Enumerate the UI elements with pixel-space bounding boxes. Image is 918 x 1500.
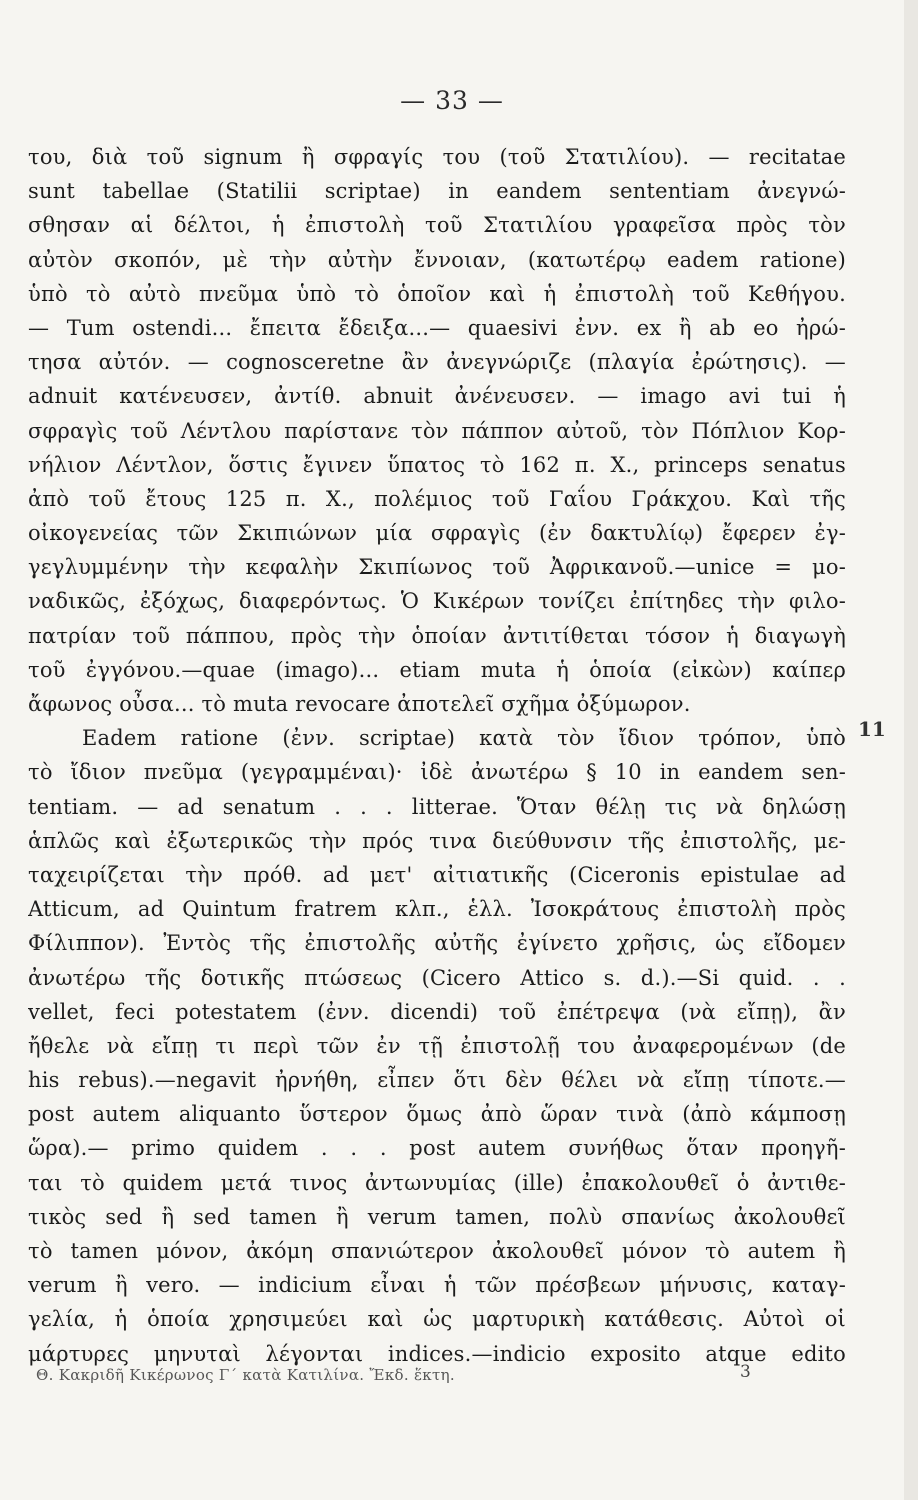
text-line: ται τὸ quidem μετά τινος ἀντωνυμίας (ille) ἐπακολουθεῖ ὁ ἀντιθε-	[28, 1170, 846, 1195]
footer-imprint: Θ. Κακριδῆ Κικέρωνος Γ´ κατὰ Κατιλίνα. Ἔκδ. ἕκτη.	[36, 1366, 455, 1384]
text-line: Φίλιππον). Ἐντὸς τῆς ἐπιστολῆς αὐτῆς ἐγίνετο χρῆσις, ὡς εἴδομεν	[28, 931, 846, 956]
signature-mark: 3	[740, 1362, 751, 1382]
text-line: ὥρα).— primo quidem . . . post autem συνήθως ὅταν προηγῆ-	[28, 1136, 846, 1161]
text-line: adnuit κατένευσεν, ἀντίθ. abnuit ἀνένευσεν. — imago avi tui ἡ	[28, 384, 846, 409]
margin-note: 11	[858, 717, 886, 741]
text-line: πατρίαν τοῦ πάππου, πρὸς τὴν ὁποίαν ἀντιτίθεται τόσον ἡ διαγωγὴ	[28, 623, 846, 648]
text-line: ἀπὸ τοῦ ἔτους 125 π. Χ., πολέμιος τοῦ Γαΐου Γράκχου. Καὶ τῆς	[28, 486, 846, 511]
text-line: τικὸς sed ἢ sed tamen ἢ verum tamen, πολὺ σπανίως ἀκολουθεῖ	[28, 1204, 846, 1229]
text-line: αὐτὸν σκοπόν, μὲ τὴν αὐτὴν ἔννοιαν, (κατωτέρῳ eadem ratione)	[28, 247, 846, 272]
text-line: ἤθελε νὰ εἴπῃ τι περὶ τῶν ἐν τῇ ἐπιστολῇ του ἀναφερομένων (de	[28, 1033, 846, 1058]
text-line: verum ἢ vero. — indicium εἶναι ἡ τῶν πρέσβεων μήνυσις, καταγ-	[28, 1273, 846, 1298]
text-line: tentiam. — ad senatum . . . litterae. Ὅταν θέλῃ τις νὰ δηλώσῃ	[28, 794, 846, 819]
text-line: ταχειρίζεται τὴν πρόθ. ad μετ' αἰτιατικῆς (Ciceronis epistulae ad	[28, 862, 846, 887]
text-line: τοῦ ἐγγόνου.—quae (imago)... etiam muta ἡ ὁποία (εἰκὼν) καίπερ	[28, 657, 846, 682]
text-line: post autem aliquanto ὕστερον ὅμως ἀπὸ ὥραν τινὰ (ἀπὸ κάμποσῃ	[28, 1102, 846, 1127]
text-line: γελία, ἡ ὁποία χρησιμεύει καὶ ὡς μαρτυρικὴ κατάθεσις. Αὐτοὶ οἱ	[28, 1307, 846, 1332]
text-line: ὑπὸ τὸ αὐτὸ πνεῦμα ὑπὸ τὸ ὁποῖον καὶ ἡ ἐπιστολὴ τοῦ Κεθήγου.	[28, 281, 846, 306]
text-line: του, διὰ τοῦ signum ἢ σφραγίς του (τοῦ Στατιλίου). — recitatae	[28, 145, 846, 169]
text-line: vellet, feci potestatem (ἐνν. dicendi) τοῦ ἐπέτρεψα (νὰ εἴπῃ), ἂν	[28, 999, 846, 1024]
text-line: μάρτυρες μηνυταὶ λέγονται indices.—indicio exposito atque edito	[28, 1341, 846, 1366]
text-line: σθησαν αἱ δέλτοι, ἡ ἐπιστολὴ τοῦ Στατιλίου γραφεῖσα πρὸς τὸν	[28, 213, 846, 238]
text-line: νήλιον Λέντλον, ὅστις ἔγινεν ὕπατος τὸ 162 π. Χ., princeps senatus	[28, 452, 846, 477]
text-line: his rebus).—negavit ἠρνήθη, εἶπεν ὅτι δὲν θέλει νὰ εἴπῃ τίποτε.—	[28, 1068, 846, 1093]
text-line: ἁπλῶς καὶ ἐξωτερικῶς τὴν πρός τινα διεύθυνσιν τῆς ἐπιστολῆς, με-	[28, 828, 846, 853]
text-line: sunt tabellae (Statilii scriptae) in eandem sententiam ἀνεγνώ-	[28, 179, 846, 204]
text-line: τησα αὐτόν. — cognosceretne ἂν ἀνεγνώριζε (πλαγία ἐρώτησις). —	[28, 350, 846, 375]
text-line: οἰκογενείας τῶν Σκιπιώνων μία σφραγὶς (ἐν δακτυλίῳ) ἔφερεν ἐγ-	[28, 521, 846, 546]
text-line: — Tum ostendi... ἔπειτα ἔδειξα...— quaesivi ἐνν. ex ἢ ab eo ἠρώ-	[28, 315, 846, 340]
text-line: τὸ ἴδιον πνεῦμα (γεγραμμέναι)· ἰδὲ ἀνωτέρω § 10 in eandem sen-	[28, 760, 846, 785]
text-line: τὸ tamen μόνον, ἀκόμη σπανιώτερον ἀκολουθεῖ μόνον τὸ autem ἢ	[28, 1239, 846, 1263]
text-line: Atticum, ad Quintum fratrem κλπ., ἑλλ. Ἰσοκράτους ἐπιστολὴ πρὸς	[28, 897, 846, 922]
body-text	[28, 140, 846, 1371]
text-line: ἄφωνος οὖσα... τὸ muta revocare ἀποτελεῖ σχῆμα ὀξύμωρον.	[28, 692, 691, 716]
page-number: — 33 —	[400, 86, 504, 115]
text-line: ναδικῶς, ἐξόχως, διαφερόντως. Ὁ Κικέρων τονίζει ἐπίτηδες τὴν φιλο-	[28, 589, 846, 614]
text-line: Eadem ratione (ἐνν. scriptae) κατὰ τὸν ἴδιον τρόπον, ὑπὸ	[82, 726, 846, 751]
text-line: γεγλυμμένην τὴν κεφαλὴν Σκιπίωνος τοῦ Ἀφρικανοῦ.—unice = μο-	[28, 555, 846, 580]
text-line: σφραγὶς τοῦ Λέντλου παρίστανε τὸν πάππον αὐτοῦ, τὸν Πόπλιον Κορ-	[28, 418, 846, 443]
text-line: ἀνωτέρω τῆς δοτικῆς πτώσεως (Cicero Attico s. d.).—Si quid. . .	[28, 965, 846, 990]
